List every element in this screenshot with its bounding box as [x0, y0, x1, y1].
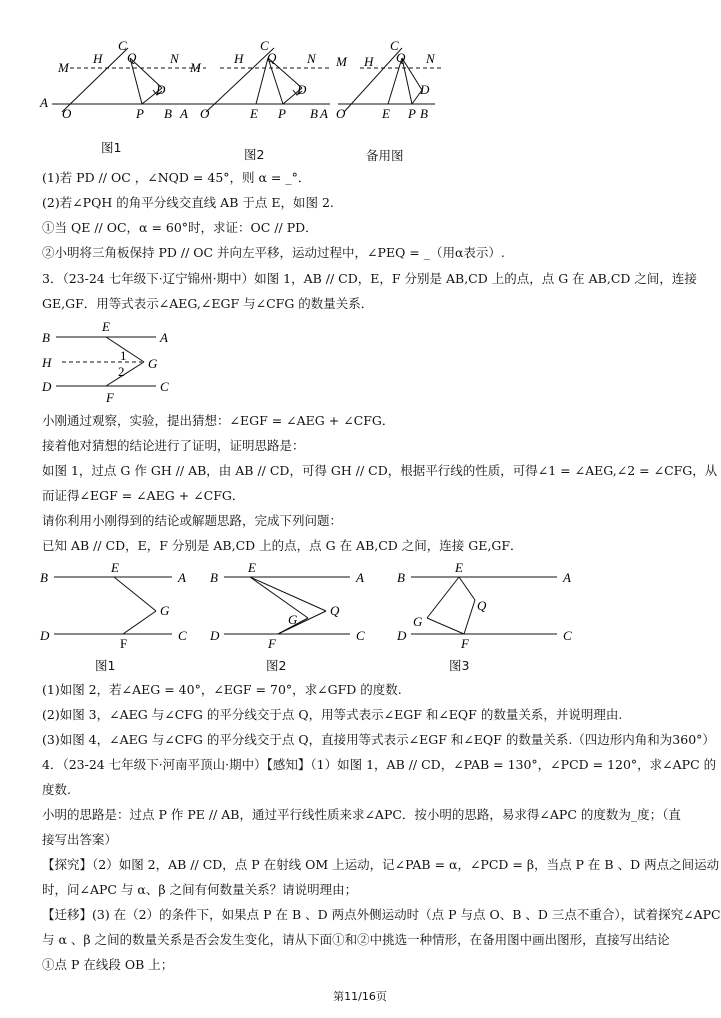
label-G: G — [160, 603, 170, 618]
question-3-part-1: (1)如图 2，若∠AEG = 40°，∠EGF = 70°，求∠GFD 的度数. — [42, 682, 402, 697]
label-Q: Q — [267, 50, 277, 65]
question-4-hint-1: 小明的思路是：过点 P 作 PE // AB，通过平行线性质来求∠APC．按小明的思路，易求得∠APC 的度数为_度；（直 — [42, 807, 681, 822]
page-number: 第11/16页 — [333, 990, 387, 1003]
question-2-part-2-a: ①当 QE // OC，α = 60°时，求证：OC // PD． — [42, 220, 318, 235]
label-M: M — [336, 54, 347, 69]
question-4-stem-1: 4．（23-24 七年级下·河南平顶山·期中）【感知】（1）如图 1，AB // CD，∠PAB = 130°，∠PCD = 120°，求∠APC 的 — [42, 757, 717, 772]
label-G: G — [413, 614, 423, 629]
question-3-stem-1: 3．（23-24 七年级下·辽宁锦州·期中）如图 1，AB // CD，E，F 分别是 AB,CD 上的点，点 G 在 AB,CD 之间，连接 — [42, 271, 697, 286]
label-P: P — [278, 106, 286, 121]
question-3-part-3: (3)如图 4，∠AEG 与∠CFG 的平分线交于点 Q，直接用等式表示∠EGF 和∠EQF 的数量关系.（四边形内角和为360°） — [42, 732, 715, 747]
label-F: F — [268, 636, 276, 651]
label-D: D — [297, 82, 307, 97]
figure-row2-1-caption: 图1 — [95, 658, 116, 673]
question-4-explore-2: 时，问∠APC 与 α、β 之间有何数量关系？请说明理由； — [42, 882, 358, 897]
figure-gh-parallel — [34, 318, 184, 404]
label-O: O — [200, 106, 210, 121]
question-4-hint-2: 接写出答案） — [42, 832, 118, 847]
question-4-transfer-1: 【迁移】(3) 在（2）的条件下，如果点 P 在 B 、D 两点外侧运动时（点 P 与点 O、B 、D 三点不重合），试着探究∠APC — [42, 907, 721, 922]
label-E: E — [248, 560, 256, 575]
label-M: M — [58, 60, 69, 75]
label-H: H — [234, 51, 244, 66]
label-E: E — [455, 560, 463, 575]
label-G: G — [288, 612, 298, 627]
label-B: B — [164, 106, 172, 121]
question-4-transfer-2: 与 α 、β 之间的数量关系是否会发生变化，请从下面①和②中挑选一种情形，在备用图中画出图形，直接写出结论 — [42, 932, 670, 947]
label-E: E — [250, 106, 258, 121]
label-E: E — [111, 560, 119, 575]
label-C: C — [160, 379, 169, 394]
label-B: B — [310, 106, 318, 121]
label-D: D — [42, 379, 52, 394]
figure-row-2 — [30, 560, 572, 656]
label-H: H — [42, 355, 52, 370]
label-A: A — [356, 570, 364, 585]
label-C: C — [356, 628, 365, 643]
figure-row2-2 — [209, 560, 365, 651]
label-D: D — [397, 628, 407, 643]
label-H: H — [93, 51, 103, 66]
label-Q: Q — [330, 603, 340, 618]
label-H: H — [364, 54, 374, 69]
label-C: C — [390, 38, 399, 53]
figure-row2-3-caption: 图3 — [449, 658, 470, 673]
proof-line-1: 如图 1，过点 G 作 GH // AB，由 AB // CD，可得 GH // CD，根据平行线的性质，可得∠1 = ∠AEG,∠2 = ∠CFG，从 — [42, 463, 718, 478]
label-M: M — [190, 60, 201, 75]
label-1: 1 — [120, 348, 127, 363]
label-A: A — [320, 106, 328, 121]
label-2: 2 — [118, 364, 125, 379]
label-N: N — [170, 51, 179, 66]
question-3-part-2: (2)如图 3，∠AEG 与∠CFG 的平分线交于点 Q，用等式表示∠EGF 和∠EQF 的数量关系，并说明理由. — [42, 707, 623, 722]
figure-row2-2-caption: 图2 — [266, 658, 287, 673]
label-D: D — [420, 82, 430, 97]
label-D: D — [156, 82, 166, 97]
question-2-part-1: (1)若 PD // OC ，∠NQD = 45°，则 α = _°． — [42, 170, 311, 185]
label-E: E — [102, 319, 110, 334]
label-B: B — [42, 330, 50, 345]
figure-1-caption: 图1 — [101, 140, 122, 155]
figure-3-spare — [319, 38, 442, 121]
figure-row2-3 — [396, 560, 572, 651]
figure-3-caption: 备用图 — [366, 148, 404, 163]
label-N: N — [426, 51, 435, 66]
figure-2-parallel-lines — [179, 38, 330, 121]
label-B: B — [397, 570, 405, 585]
label-B: B — [210, 570, 218, 585]
question-4-option-1: ①点 P 在线段 OB 上； — [42, 957, 174, 972]
proof-intro: 接着他对猜想的结论进行了证明，证明思路是： — [42, 438, 305, 453]
label-B: B — [420, 106, 428, 121]
label-Q: Q — [477, 598, 487, 613]
label-C: C — [178, 628, 187, 643]
label-C: C — [260, 38, 269, 53]
figure-2-caption: 图2 — [244, 147, 265, 162]
label-O: O — [62, 106, 72, 121]
label-E: E — [382, 106, 390, 121]
label-P: P — [408, 106, 416, 121]
question-3-stem-2: GE,GF．用等式表示∠AEG,∠EGF 与∠CFG 的数量关系． — [42, 296, 374, 311]
question-2-part-2: (2)若∠PQH 的角平分线交直线 AB 于点 E，如图 2. — [42, 195, 334, 210]
question-4-stem-2: 度数. — [42, 782, 71, 797]
proof-line-2: 而证得∠EGF = ∠AEG + ∠CFG． — [42, 488, 245, 503]
label-A: A — [563, 570, 571, 585]
label-A: A — [178, 570, 186, 585]
label-C: C — [118, 38, 127, 53]
label-A: A — [160, 330, 168, 345]
figure-row-1 — [30, 36, 460, 126]
label-A: A — [180, 106, 188, 121]
figure-row2-1 — [39, 560, 187, 651]
label-Q: Q — [396, 50, 406, 65]
label-P: P — [136, 106, 144, 121]
label-D: D — [210, 628, 220, 643]
label-G: G — [148, 356, 158, 371]
label-Q: Q — [127, 50, 137, 65]
label-A: A — [40, 95, 48, 110]
task-intro: 请你利用小刚得到的结论或解题思路，完成下列问题： — [42, 513, 343, 528]
label-F: F — [461, 636, 469, 651]
given-line: 已知 AB // CD，E，F 分别是 AB,CD 上的点，点 G 在 AB,CD 之间，连接 GE,GF． — [42, 538, 523, 553]
question-2-part-2-b: ②小明将三角板保持 PD // OC 并向左平移，运动过程中，∠PEQ = _（用α表示）. — [42, 245, 505, 260]
label-N: N — [307, 51, 316, 66]
label-B: B — [40, 570, 48, 585]
label-C: C — [563, 628, 572, 643]
label-F: F — [120, 636, 128, 651]
label-F: F — [106, 390, 114, 405]
conjecture-line: 小刚通过观察，实验，提出猜想：∠EGF = ∠AEG + ∠CFG． — [42, 413, 395, 428]
question-4-explore-1: 【探究】（2）如图 2，AB // CD，点 P 在射线 OM 上运动，记∠PAB = α，∠PCD = β，当点 P 在 B 、D 两点之间运动 — [42, 857, 720, 872]
label-O: O — [336, 106, 346, 121]
label-D: D — [40, 628, 50, 643]
